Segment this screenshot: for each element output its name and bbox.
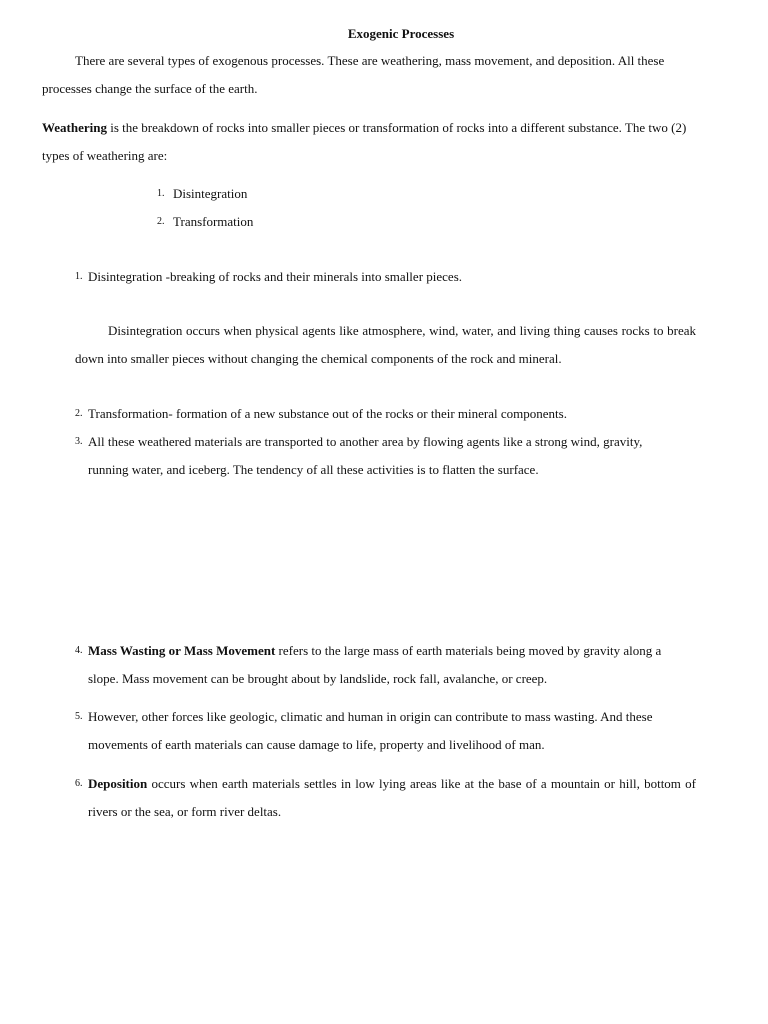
type-label-disintegration: Disintegration: [173, 186, 248, 201]
type-label-transformation: Transformation: [173, 214, 254, 229]
mass-wasting-term: Mass Wasting or Mass Movement: [88, 643, 276, 658]
list-item-disintegration: Disintegration -breaking of rocks and their minerals into smaller pieces.: [88, 269, 462, 284]
disintegration-paragraph: Disintegration occurs when physical agents like atmosphere, wind, water, and living thing causes rocks to break down into smaller pieces without changing the chemical components of the rock and mineral.: [75, 323, 696, 366]
list-item-number: 5.: [75, 711, 83, 722]
list-item-transformation: Transformation- formation of a new substance out of the rocks or their mineral components.: [88, 406, 567, 421]
weathering-text: is the breakdown of rocks into smaller pieces or transformation of rocks into a different substance. The two (2) types of weathering are:: [42, 120, 687, 163]
intro-paragraph: There are several types of exogenous processes. These are weathering, mass movement, and deposition. All these processes change the surface of the earth.: [42, 53, 665, 96]
weathering-term: Weathering: [42, 120, 107, 135]
list-item-number: 2.: [75, 408, 83, 419]
list-item-number: 3.: [75, 436, 83, 447]
weathering-paragraph: [42, 114, 702, 170]
list-item-number: 4.: [75, 645, 83, 656]
type-number: 2.: [157, 216, 165, 227]
list-item-number: 6.: [75, 778, 83, 789]
list-item-other-forces: However, other forces like geologic, climatic and human in origin can contribute to mass wasting. And these movements of earth materials can cause damage to life, property and livelihood of man.: [88, 709, 653, 752]
deposition-text: occurs when earth materials settles in low lying areas like at the base of a mountain or hill, bottom of rivers or the sea, or form river deltas.: [88, 776, 696, 819]
document-title: Exogenic Processes: [347, 26, 455, 41]
type-number: 1.: [157, 188, 165, 199]
list-item-number: 1.: [75, 271, 83, 282]
list-item-mass-wasting: [88, 637, 688, 693]
list-item-transport: All these weathered materials are transported to another area by flowing agents like a strong wind, gravity, running water, and iceberg. The tendency of all these activities is to flatten the surface.: [88, 434, 643, 477]
list-item-deposition: [88, 770, 696, 826]
mass-wasting-text: refers to the large mass of earth materials being moved by gravity along a slope. Mass movement can be brought about by landslide, rock fall, avalanche, or creep.: [88, 643, 662, 686]
deposition-term: Deposition: [88, 776, 148, 791]
